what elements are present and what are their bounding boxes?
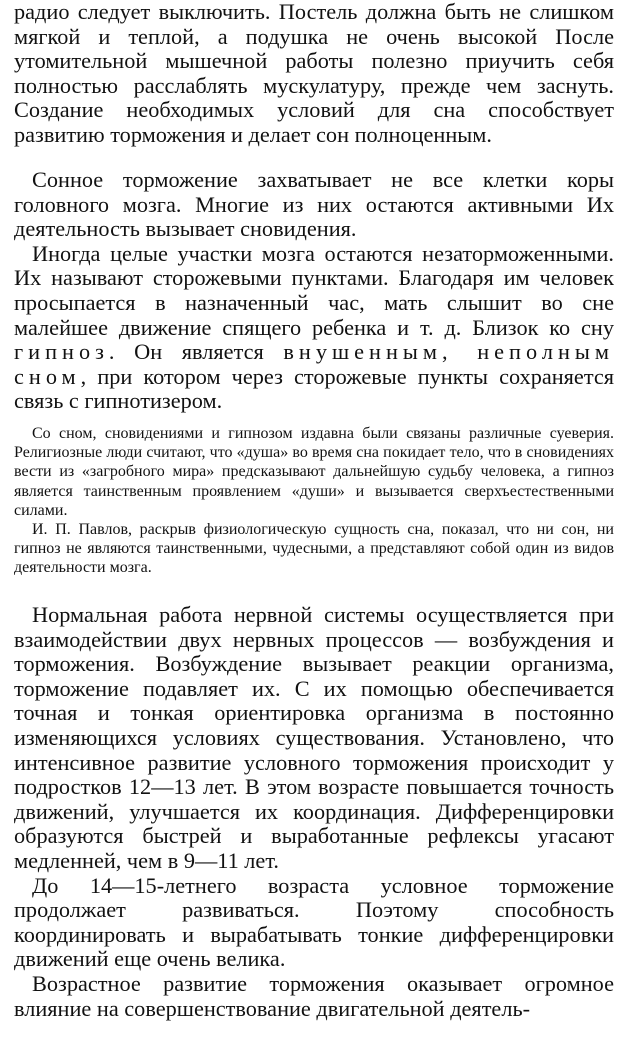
small-paragraph-superstitions: Со сном, сновидениями и гипнозом издавна были связаны различные суеверия. Религиозные люди считают, что «душа» во время сна покидает тело, что в сновидениях вести из «загробного мира» предсказывают дальнейшую судьбу человека, а гипноз является таинственным проявлением «души» и вызывается сверхъестественными силами. bbox=[14, 425, 614, 519]
small-paragraph-pavlov: И. П. Павлов, раскрыв физиологическую сущность сна, показал, что ни сон, ни гипноз не являются таинственными, чудесными, а представляют собой один из видов деятельности мозга. bbox=[14, 521, 614, 577]
paragraph-watch-points bbox=[14, 242, 614, 414]
spaced-term-incomplete-sleep: внушенным, неполным сном bbox=[14, 339, 614, 389]
paragraph-nervous-system: Нормальная работа нервной системы осуществляется при взаимодействии двух нервных процессов — возбуждения и торможения. Возбуждение вызывает реакции организма, торможение подавляет их. С их помощью обеспечивается точная и тонкая ориентировка организма в постоянно изменяющихся условиях существования. Установлено, что интенсивное развитие условного торможения происходит у подростков 12—13 лет. В этом возрасте повышается точность движений, улучшается их координация. Дифференцировки образуются быстрей и выработанные рефлексы угасают медленней, чем в 9—11 лет. bbox=[14, 602, 614, 873]
text-block-bottom bbox=[14, 603, 614, 1021]
text-block-middle bbox=[14, 168, 614, 414]
paragraph-sleep-conditions: радио следует выключить. Постель должна быть не слишком мягкой и теплой, а подушка не очень высокой После утомительной мышечной работы полезно приучить себя полностью расслаблять мускулатуру, прежде чем заснуть. Создание необходимых условий для сна способствует развитию торможения и делает сон полноценным. bbox=[14, 0, 614, 147]
paragraph-sleep-inhibition: Сонное торможение захватывает не все клетки коры головного мозга. Многие из них остаются активными Их деятельность вызывает сновидения. bbox=[14, 167, 614, 242]
paragraph-age-14-15: До 14—15-летнего возраста условное торможение продолжает развиваться. Поэтому способность координировать и вырабатывать тонкие дифференцировки движений еще очень велика. bbox=[14, 872, 614, 972]
text-run: . Он является bbox=[108, 339, 284, 365]
text-block-top bbox=[14, 0, 614, 148]
spaced-term-hypnosis: гипноз bbox=[14, 339, 109, 365]
text-run: , при котором через сторожевые пункты сохраняется связь с гипнотизером. bbox=[14, 363, 614, 414]
small-print-block bbox=[14, 424, 614, 578]
paragraph-motor-activity: Возрастное развитие торможения оказывает огромное влияние на совершенствование двигательной деятель- bbox=[14, 970, 614, 1021]
text-run: Иногда целые участки мозга остаются незаторможенными. Их называют сторожевыми пунктами. Благодаря им человек просыпается в назначенный час, мать слышит во сне малейшее движение спящего ребенка и т. д. Близок ко сну bbox=[14, 240, 614, 340]
